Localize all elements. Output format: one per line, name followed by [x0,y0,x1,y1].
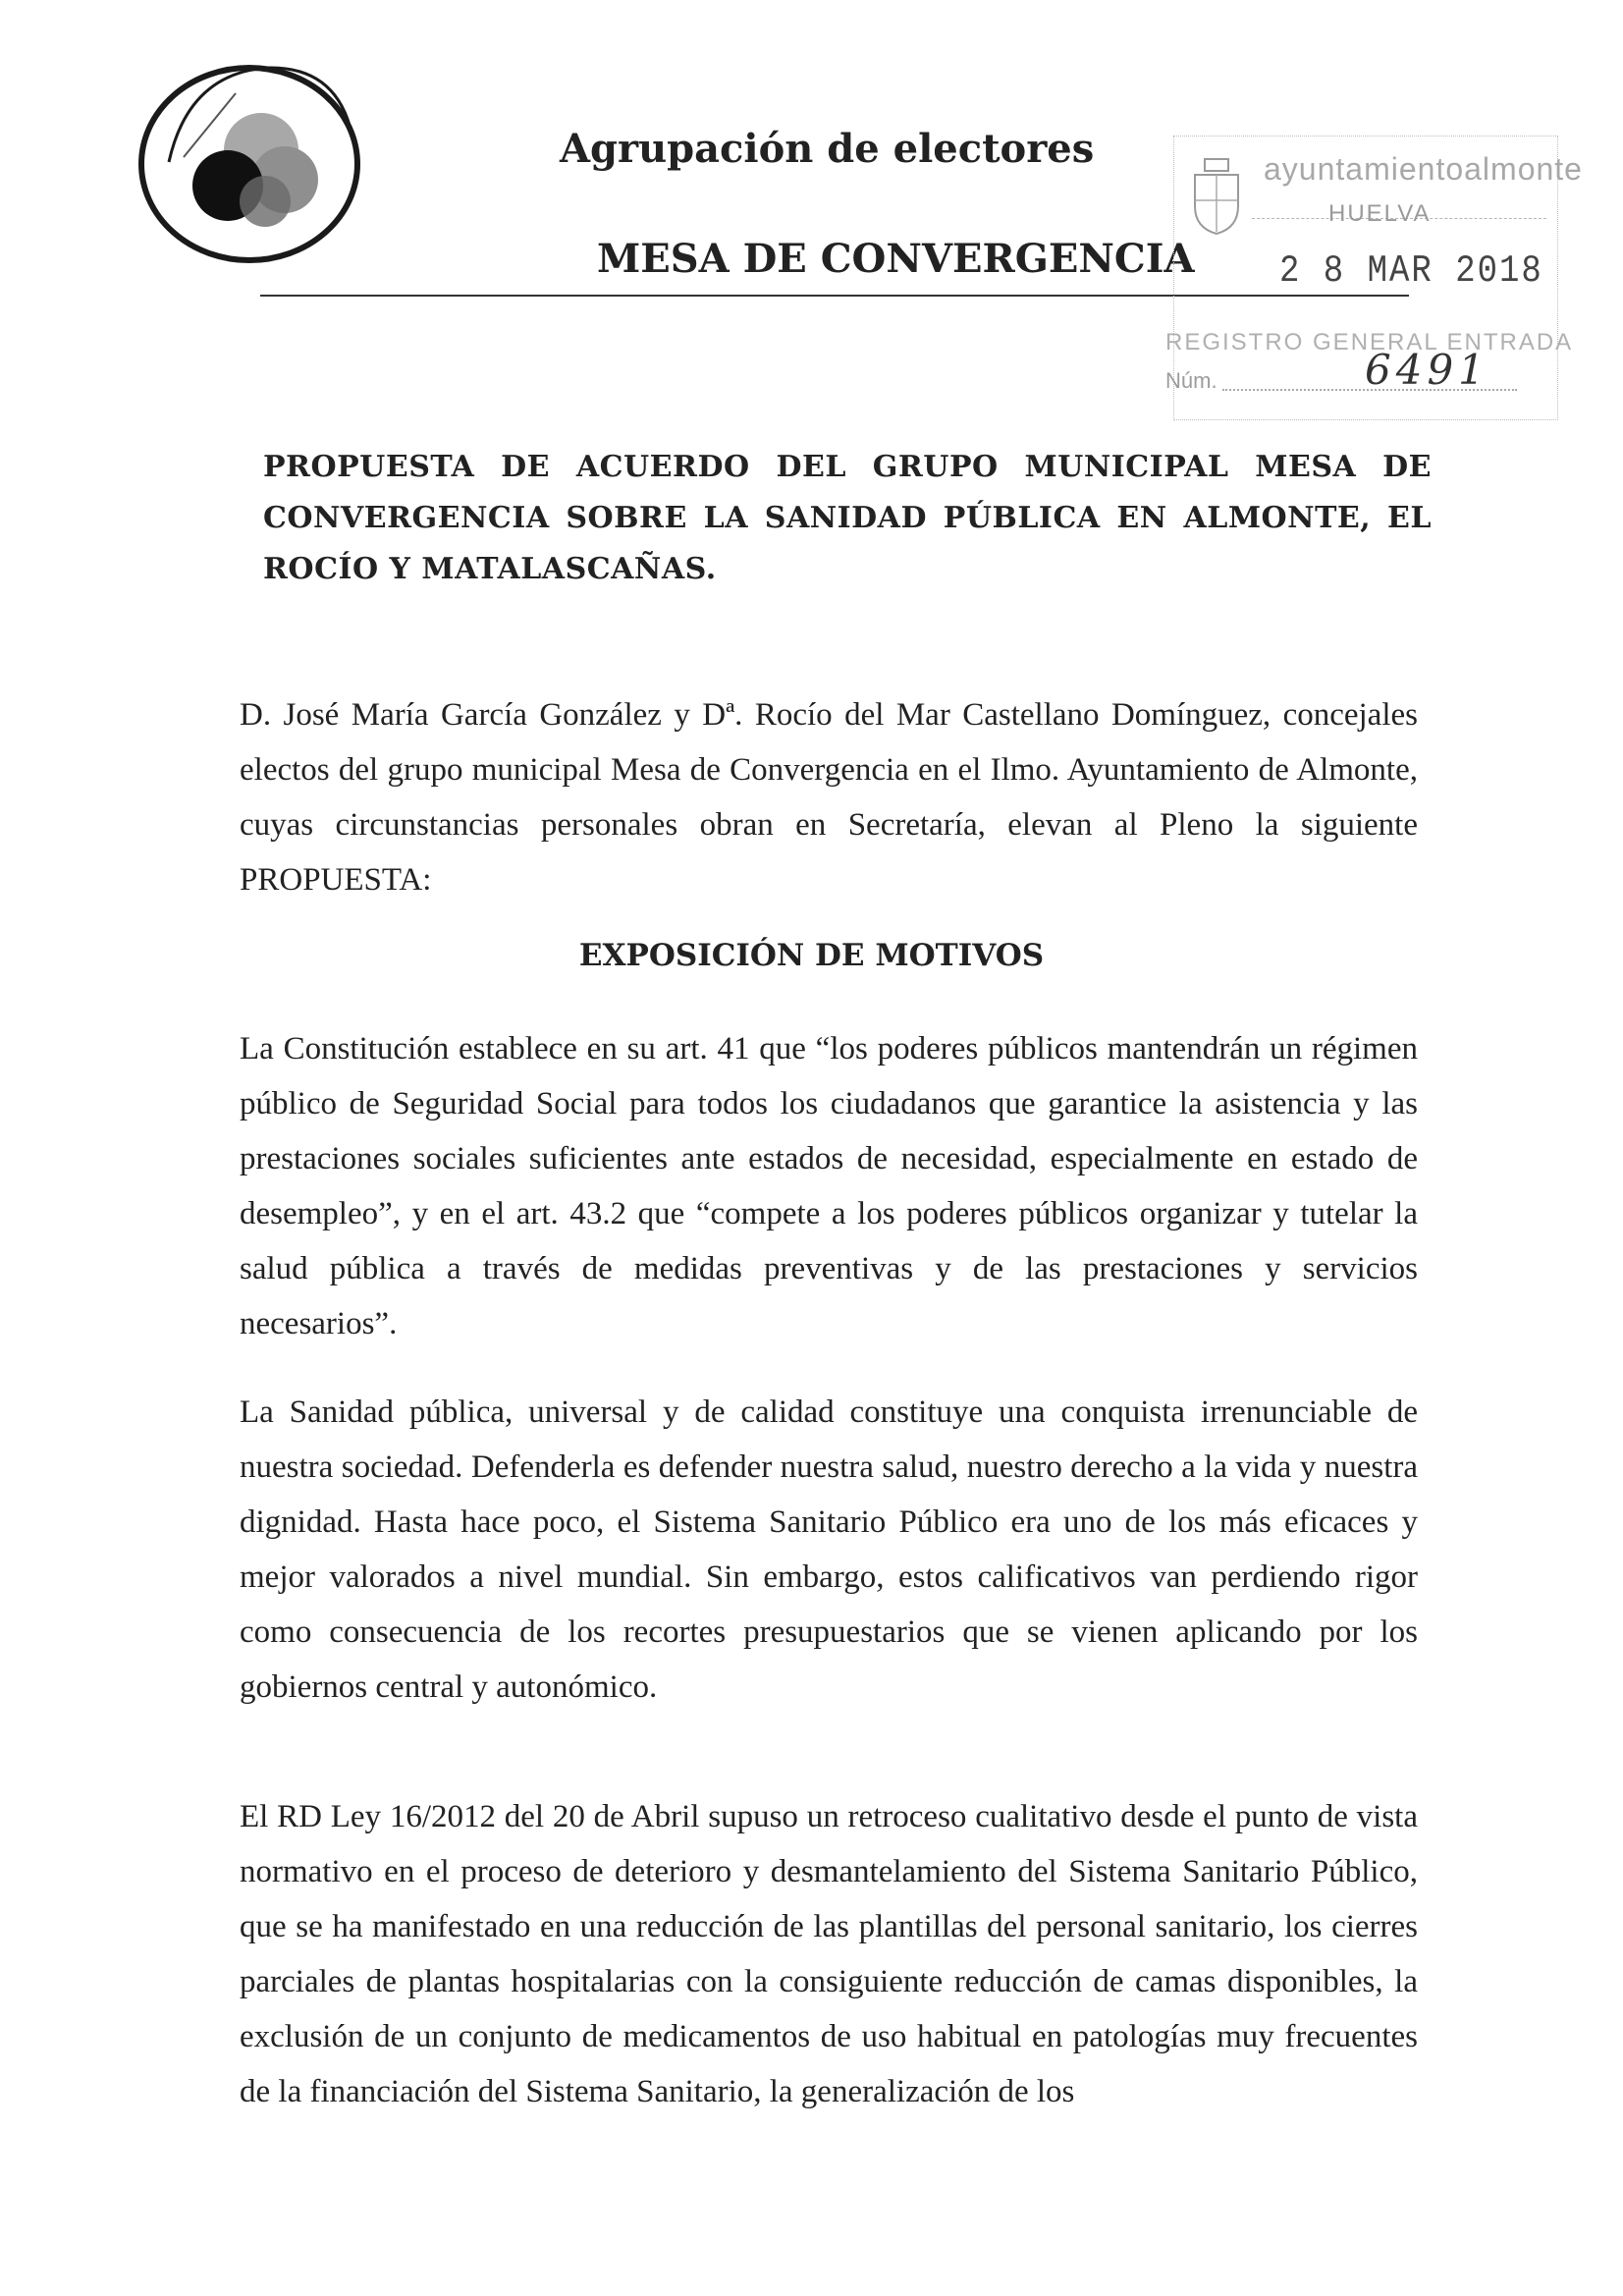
organization-name: Agrupación de electores [560,126,1095,172]
stamp-number-label: Núm. [1165,368,1217,393]
body-paragraph: La Sanidad pública, universal y de calidad constituye una conquista irrenunciable de nuestra sociedad. Defenderla es defender nuestra salud, nuestro derecho a la vida y nuestra dignidad. Hasta hace poco, el Sistema Sanitario Público era uno de los más eficaces y mejor valorados a nivel mundial. Sin embargo, estos calificativos van perdiendo rigor como consecuencia de los recortes presupuestarios que se vienen aplicando por los gobiernos central y autonómico. [240,1394,1418,1705]
stamp-entity: ayuntamientoalmonte [1264,151,1583,187]
stamp-registry-label: REGISTRO GENERAL ENTRADA [1165,329,1574,355]
stamp-date: 2 8 MAR 2018 [1279,250,1543,294]
coat-of-arms-icon [1187,157,1246,236]
intro-paragraph: D. José María García González y Dª. Rocío del Mar Castellano Domínguez, concejales electos del grupo municipal Mesa de Convergencia en el Ilmo. Ayuntamiento de Almonte, cuyas circunstancias personales obran en Secretaría, elevan al Pleno la siguiente PROPUESTA: [240,697,1418,898]
section-heading: EXPOSICIÓN DE MOTIVOS [578,938,1045,973]
body-paragraph: El RD Ley 16/2012 del 20 de Abril supuso un retroceso cualitativo desde el punto de vista normativo en el proceso de deterioro y desmantelamiento del Sistema Sanitario Público, que se ha manifestado en una reducción de las plantillas del personal sanitario, los cierres parciales de plantas hospitalarias con la consiguiente reducción de camas disponibles, la exclusión de un conjunto de medicamentos de uso habitual en patologías muy frecuentes de la financiación del Sistema Sanitario, la generalización de los [240,1799,1418,2109]
stamp-province: HUELVA [1328,200,1432,227]
organization-logo [130,54,365,270]
organization-subtitle: MESA DE CONVERGENCIA [597,236,1195,282]
registry-stamp [1154,128,1583,432]
body-paragraph: La Constitución establece en su art. 41 que “los poderes públicos mantendrán un régimen público de Seguridad Social para todos los ciudadanos que garantice la asistencia y las prestaciones sociales suficientes ante estados de necesidad, especialmente en estado de desempleo”, y en el art. 43.2 que “compete a los poderes públicos organizar y tutelar la salud pública a través de medidas preventivas y de las prestaciones y servicios necesarios”. [240,1031,1418,1341]
proposal-title: PROPUESTA DE ACUERDO DEL GRUPO MUNICIPAL MESA DE CONVERGENCIA SOBRE LA SANIDAD PÚBLICA EN ALMONTE, EL ROCÍO Y MATALASCAÑAS. [263,450,1432,586]
stamp-number-value: 6491 [1365,346,1489,394]
